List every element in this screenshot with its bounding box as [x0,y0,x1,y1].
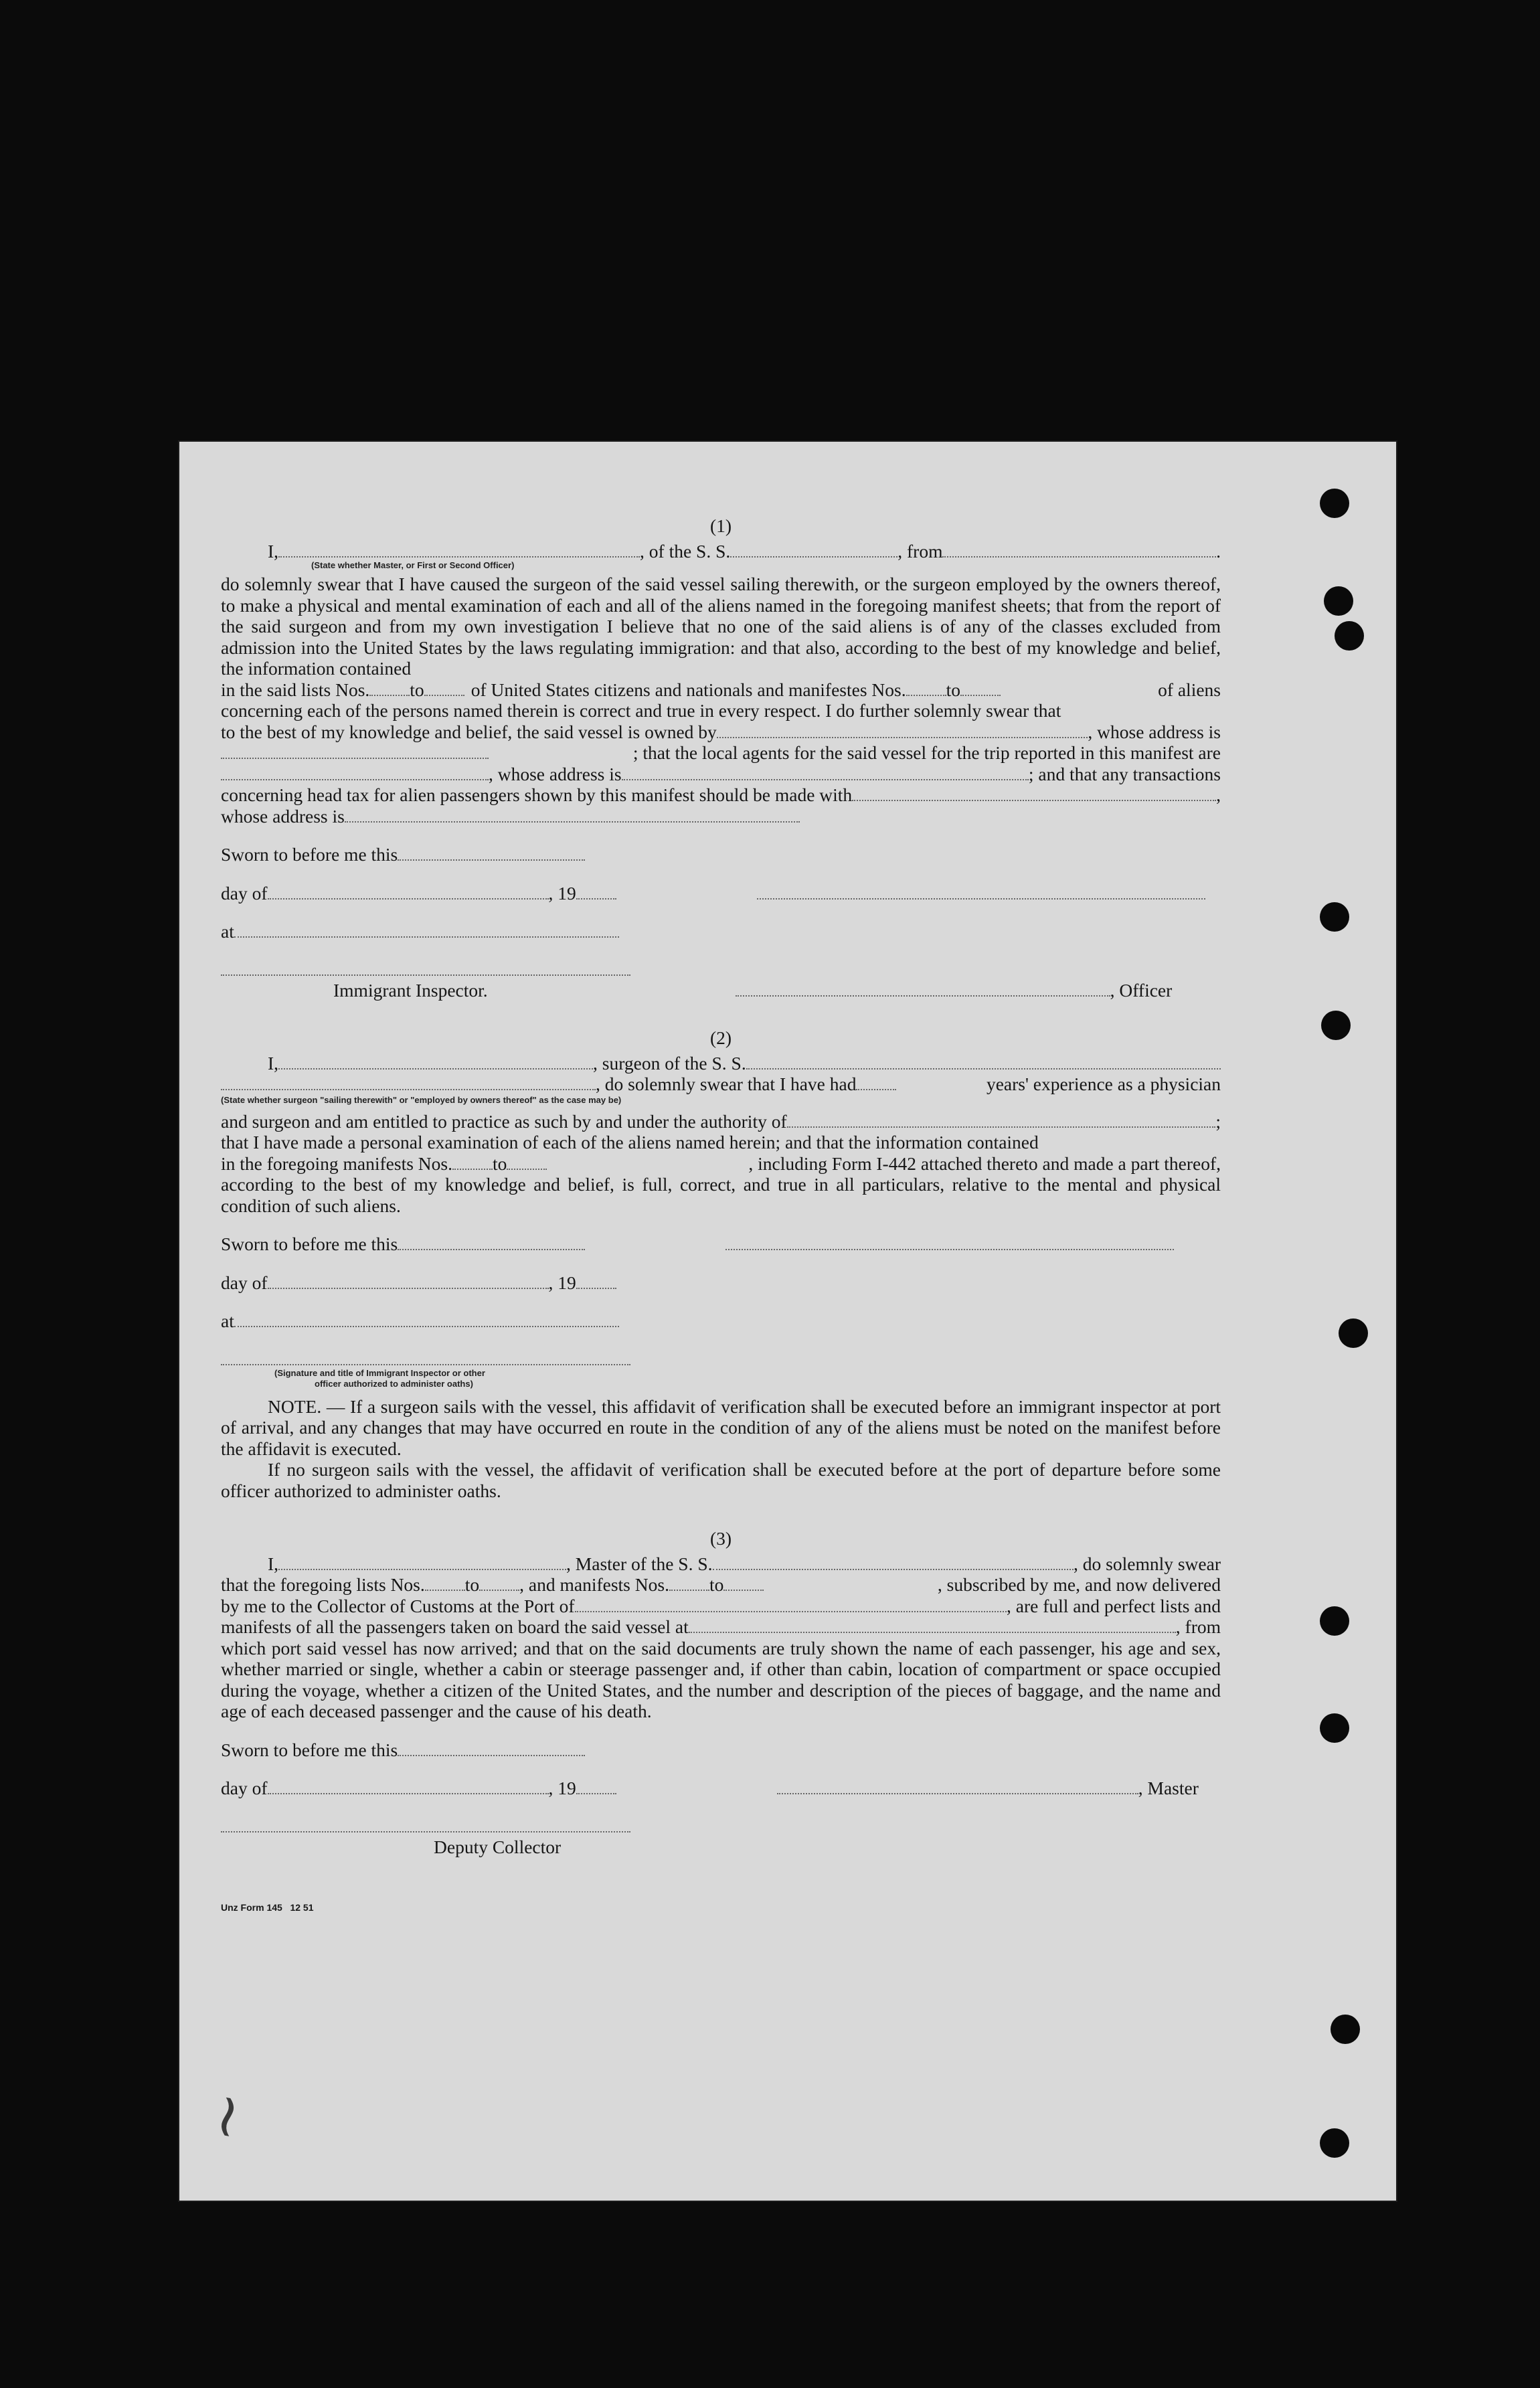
master-year-field[interactable] [576,1778,616,1794]
master-signature-field[interactable] [777,1778,1138,1794]
immigrant-inspector-label: Immigrant Inspector. [333,979,488,1001]
vessel-name-field[interactable] [730,541,897,558]
deputy-collector-label: Deputy Collector [434,1836,562,1857]
section-3-number: (3) [709,1528,732,1549]
vessel-owner-field[interactable] [717,722,1088,738]
officer-signature-field[interactable] [757,883,1205,900]
master-list-to-field[interactable] [479,1575,519,1591]
boarding-port-field[interactable] [689,1617,1176,1633]
surgeon-year-field[interactable] [576,1273,616,1289]
surgeon-status-caption: (State whether surgeon "sailing therewith" or "employed by owners thereof" as the case may be) [221,1094,622,1105]
local-agents-field[interactable] [221,764,489,780]
agents-address-field[interactable] [622,764,1029,780]
section-1-header-line: I, , of the S. S. , from . [268,540,1221,562]
practice-authority-field[interactable] [787,1112,1216,1128]
punch-hole [1320,902,1349,932]
officer-caption: (State whether Master, or First or Second Officer) [311,560,515,570]
alien-manifest-to-field[interactable] [960,680,1001,696]
section-1-number: (1) [709,515,732,536]
surgeon-sworn-place-field[interactable] [234,1311,619,1327]
surgeon-status-field[interactable] [221,1074,596,1090]
punch-hole [1324,586,1353,616]
head-tax-party-field[interactable] [852,785,1216,801]
master-name-field[interactable] [278,1554,566,1570]
sworn-date-field[interactable] [398,845,585,861]
officer-name-field[interactable] [736,980,1110,997]
citizen-list-from-field[interactable] [369,680,410,696]
master-list-from-field[interactable] [425,1575,465,1591]
surgeon-sworn-date-field[interactable] [398,1234,585,1250]
form-content: (1) I, , of the S. S. , from . (State whether Master, or First or Second Officer) do solemnly swear that I have caused the surgeon of the said vessel sailing therewith, or the surgeon employed by the owners thereof, to make a physical and mental examination of each and all of the aliens named in the foregoing manifest sheets; that from the report of the said surgeon and from my own investigation I believe that no one of the said aliens is of any of the classes excluded from admission into the United States by the laws regulating immigration: and that also, according to the best of my knowledge and belief, the information contained in the said lists Nos. to of United States citizens and nationals and manifestes Nos. to of aliens concerning each of the persons named therein is correct and true in every respect. I do further solemnly swear that to the best of my knowledge and belief, the said vessel is owned by , whose address is ; that the local agents for the said vessel for the trip reported in this manifest are , whose address is ; and that any transactions concerning head tax for alien passengers shown by this manifest should be made with , whose address is Sworn to before me this day of , 19 at Immigrant Inspector. , Officer (2) I, , surgeon of the S. S. , do solemnly swear that I have had years' experience as a physician (State whether surgeon "sailing therewith" or "employed by owners thereof" as the case may be) and surgeon and am entitled to practice as such by and under the authority of ; that I have made a personal examination of each of the aliens named herein; and that the information contained in the foregoing manifests Nos. to , including Form I-442 attached thereto and made a part thereof, according to the best of my knowledge and belief, is full, correct, and true in all particulars, relative to the mental and physical condition of such aliens. Sworn to before me this day of , 19 at (Signature and title of Immigrant Inspector or other officer authorized to administer oaths) NOTE. — If a surgeon sails with the vessel, this affidavit of verification shall be executed before an immigrant inspector at port of arrival, and any changes that may have occurred en route in the condition of any of the aliens must be noted on the manifest before the affidavit is executed. If no surgeon sails with the vessel, the affidavit of verification shall be executed before at the port of departure before some officer authorized to administer oaths. (3) I, , Master of the S. S. , do solemnly swear that the foregoing lists Nos. to , and manifests Nos. to , subscribed by me, and now delivered by me to the Collector of Customs at the Port of , are full and perfect lists and manifests of all the passengers taken on board the said vessel at , from which port said vessel has now arrived; and that on the said documents are truly shown the name of each passenger, his age and sex, whether married or single, whether a cabin or steerage passenger and, if other than cabin, location of compartment or space occupied during the voyage, whether a citizen of the United States, and the number and description of the pieces of baggage, and the name and age of each deceased passenger and the cause of his death. Sworn to before me this day of , 19 , Master Deputy Collector Unz Form 145 12 51 [221,515,1221,1919]
punch-hole [1320,1606,1349,1636]
head-tax-address-field[interactable] [345,806,800,823]
deputy-collector-signature-field[interactable] [221,1816,630,1832]
master-manifest-from-field[interactable] [669,1575,709,1591]
surgeon-vessel-field[interactable] [746,1053,1221,1070]
alien-manifest-from-field[interactable] [906,680,946,696]
section-2-number: (2) [709,1027,732,1048]
note-paragraph-2: If no surgeon sails with the vessel, the affidavit of verification shall be executed before at the port of departure before some officer authorized to administer oaths. [221,1459,1221,1501]
punch-hole [1339,1318,1368,1348]
surgeon-name-field[interactable] [278,1053,593,1070]
owner-address-field[interactable] [221,743,489,759]
section-1-paragraph: do solemnly swear that I have caused the surgeon of the said vessel sailing therewith, or the surgeon employed by the owners thereof, to make a physical and mental examination of each and all of the aliens named in the foregoing manifest sheets; that from the report of the said surgeon and from my own investigation I believe that no one of the said aliens is of any of the classes excluded from admission into the United States by the laws regulating immigration: and that also, according to the best of my knowledge and belief, the information contained [221,574,1221,679]
punch-hole [1320,1713,1349,1743]
punch-hole [1335,621,1364,651]
day-of-field[interactable] [268,883,549,900]
master-day-of-field[interactable] [268,1778,549,1794]
handwritten-mark: ~ [187,2085,265,2148]
from-port-field[interactable] [942,541,1216,558]
manifest-affidavit-page [179,442,1396,2201]
sworn-place-field[interactable] [234,922,619,938]
years-experience-field[interactable] [856,1074,896,1090]
master-sworn-date-field[interactable] [398,1740,585,1756]
note-paragraph: NOTE. — If a surgeon sails with the vessel, this affidavit of verification shall be executed before an immigrant inspector at port of arrival, and any changes that may have occurred en route in the condition of any of the aliens must be noted on the manifest before the affidavit is executed. [221,1395,1221,1459]
form-number: Unz Form 145 12 51 [221,1902,314,1913]
signature-caption-line-2: officer authorized to administer oaths) [315,1378,473,1389]
punch-hole [1321,1011,1351,1040]
surgeon-manifest-to-field[interactable] [507,1154,547,1170]
surgeon-day-of-field[interactable] [268,1273,549,1289]
citizen-list-to-field[interactable] [424,680,464,696]
inspector-signature-field[interactable] [221,960,630,976]
administering-officer-signature-field[interactable] [221,1349,630,1365]
officer-title-field[interactable] [278,541,640,558]
master-vessel-field[interactable] [713,1554,1074,1570]
surgeon-signature-field[interactable] [725,1234,1174,1250]
year-field[interactable] [576,883,616,900]
collector-port-field[interactable] [575,1596,1007,1612]
surgeon-manifest-from-field[interactable] [452,1154,493,1170]
punch-hole [1320,489,1349,518]
punch-hole [1320,2128,1349,2158]
signature-caption-line-1: (Signature and title of Immigrant Inspector or other [274,1367,485,1378]
punch-hole [1331,2015,1360,2044]
master-manifest-to-field[interactable] [723,1575,764,1591]
